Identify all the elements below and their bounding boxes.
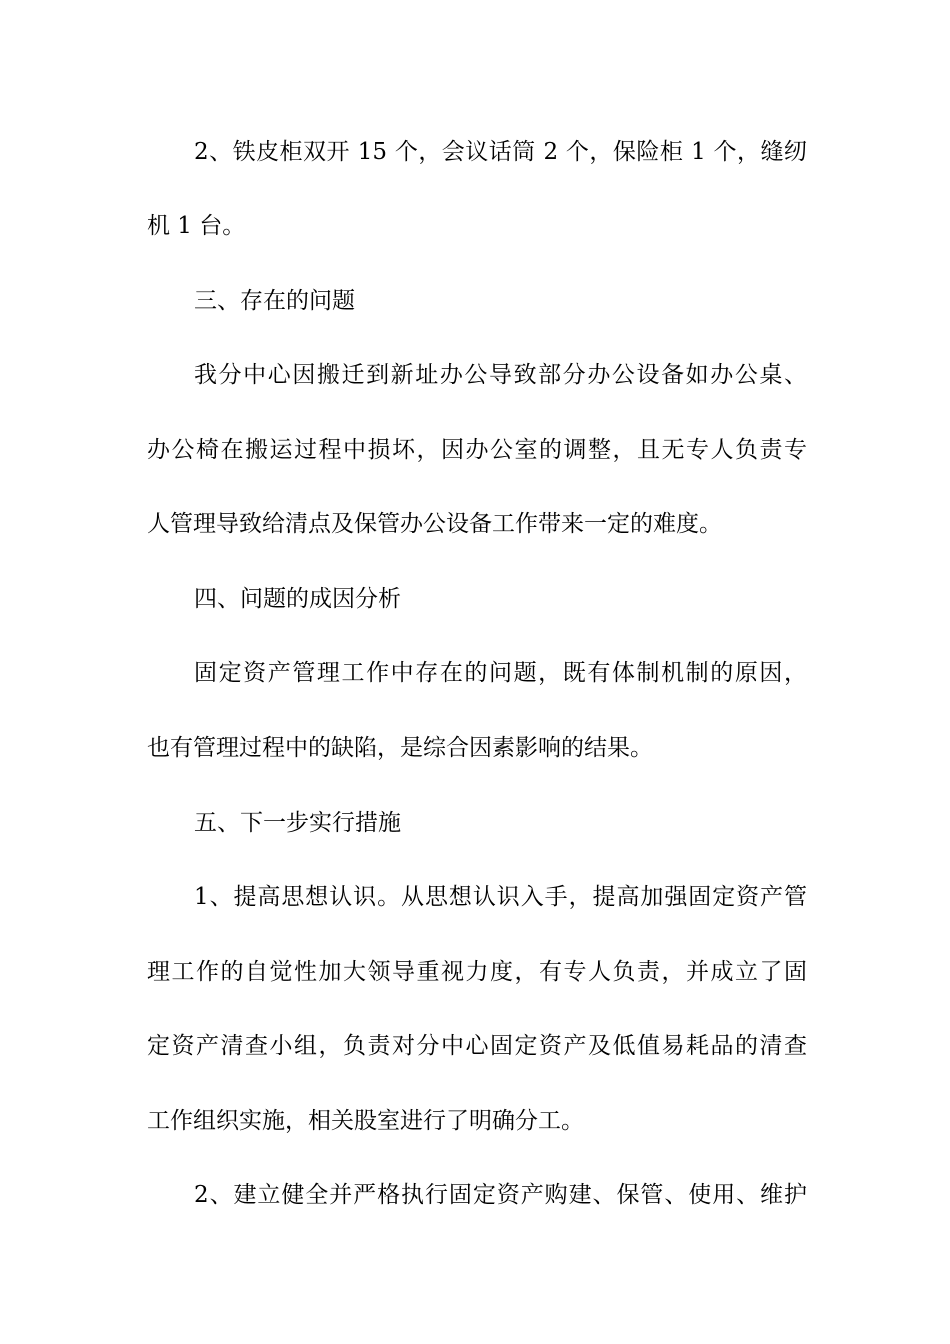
paragraph-line-4: 我分中心因搬迁到新址办公导致部分办公设备如办公桌、 [194,362,807,388]
section-heading-4: 四、问题的成因分析 [194,586,401,612]
paragraph-line-13: 定资产清查小组，负责对分中心固定资产及低值易耗品的清查 [147,1033,807,1059]
paragraph-line-9: 也有管理过程中的缺陷，是综合因素影响的结果。 [147,735,653,761]
paragraph-line-2: 机 1 台。 [147,213,246,239]
paragraph-line-6: 人管理导致给清点及保管办公设备工作带来一定的难度。 [147,511,722,537]
paragraph-line-14: 工作组织实施，相关股室进行了明确分工。 [147,1108,584,1134]
paragraph-line-8: 固定资产管理工作中存在的问题，既有体制机制的原因， [194,660,807,686]
paragraph-line-1: 2、铁皮柜双开 15 个，会议话筒 2 个，保险柜 1 个，缝纫 [194,139,807,165]
section-heading-5: 五、下一步实行措施 [194,810,401,836]
paragraph-line-11: 1、提高思想认识。从思想认识入手，提高加强固定资产管 [194,884,807,910]
paragraph-line-12: 理工作的自觉性加大领导重视力度，有专人负责，并成立了固 [147,959,807,985]
section-heading-3: 三、存在的问题 [194,288,355,314]
paragraph-line-15: 2、建立健全并严格执行固定资产购建、保管、使用、维护 [194,1182,807,1208]
paragraph-line-5: 办公椅在搬运过程中损坏，因办公室的调整，且无专人负责专 [147,437,807,463]
